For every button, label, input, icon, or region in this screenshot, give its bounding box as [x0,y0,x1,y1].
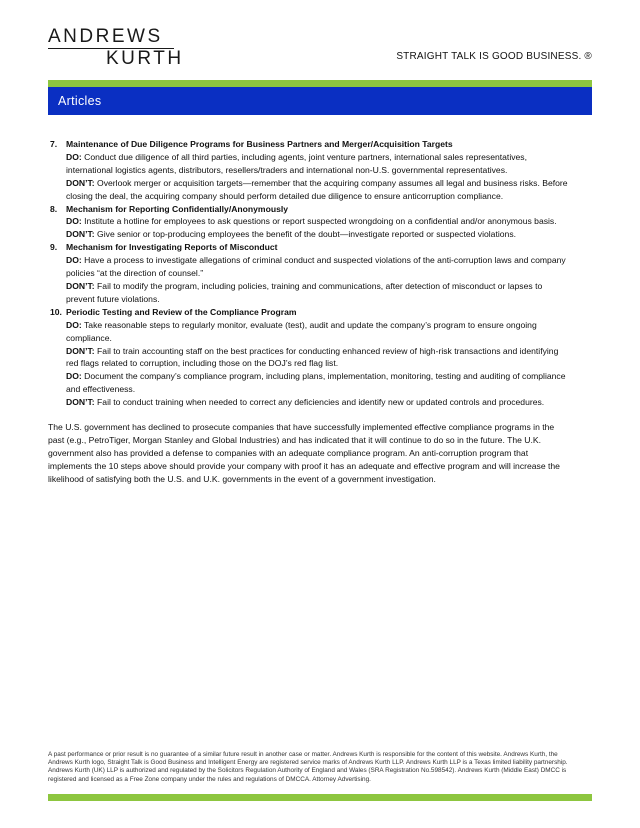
entry-label: DON’T: [66,280,95,291]
entry-text: Conduct due diligence of all third parties, including agents, joint venture partners, international sales representatives, international logistics agents, distributors, resellers/traders and international non-U.S. governmental representatives. [66,151,527,175]
entry-text: Fail to modify the program, including policies, training and communications, after detection of misconduct or lapses to prevent future violations. [66,280,543,304]
item-entry [66,254,568,280]
entry-label: DO: [66,255,82,266]
item-title: Mechanism for Investigating Reports of Misconduct [66,242,278,253]
logo-line-1: ANDREWS [48,26,163,47]
item-entry [66,396,568,409]
top-green-band [48,80,592,87]
list-item [48,203,568,242]
item-title: Maintenance of Due Diligence Programs for Business Partners and Merger/Acquisition Targets [66,139,453,149]
entry-label: DON’T: [66,345,95,356]
tagline: STRAIGHT TALK IS GOOD BUSINESS. ® [396,51,592,62]
entry-label: DO: [66,371,82,382]
entry-text: Institute a hotline for employees to ask questions or report suspected wrongdoing on a confidential and/or anonymous basis. [84,216,557,227]
entry-label: DO: [66,151,82,162]
list-item [48,138,568,203]
andrews-kurth-logo [48,27,188,69]
entry-text: Take reasonable steps to regularly monitor, evaluate (test), audit and update the company’s program to ensure ongoing compliance. [66,319,537,343]
item-title: Mechanism for Reporting Confidentially/Anonymously [66,203,289,214]
item-entry [66,228,568,241]
entry-label: DON’T: [66,229,95,240]
entry-text: Have a process to investigate allegations of criminal conduct and suspected violations of the anti-corruption laws and company policies “at the direction of counsel.” [66,255,566,279]
item-entry [66,370,568,396]
entry-label: DO: [66,216,82,227]
item-entry [66,177,568,203]
item-number: 9. [50,242,58,253]
compliance-steps-list [48,138,568,409]
item-number: 8. [50,203,58,214]
closing-paragraph: The U.S. government has declined to prosecute companies that have successfully implemented effective compliance programs in the past (e.g., PetroTiger, Morgan Stanley and Global Industries) and has indicated that it will continue to do so in the future. The U.K. government also has provided a defense to companies with an adequate compliance program. An anti-corruption program that implements the 10 steps above should provide your company with proof it has an adequate and effective program and will increase the likelihood of satisfying both the U.S. and U.K. governments in the event of a government investigation. [48,422,560,484]
item-number: 10. [50,306,62,317]
section-banner-label: Articles [58,94,102,108]
item-entry [66,345,568,371]
entry-text: Overlook merger or acquisition targets—remember that the acquiring company assumes all legal and business risks. Before closing the deal, the acquiring company should perform detailed due diligence to ensure anticorruption compliance. [66,177,568,201]
item-entry [66,280,568,306]
item-number: 7. [50,139,58,149]
item-title: Periodic Testing and Review of the Compliance Program [66,306,297,317]
entry-text: Fail to conduct training when needed to correct any deficiencies and identify new or updated controls and procedures. [97,397,545,408]
article-body [48,138,568,486]
entry-text: Give senior or top-producing employees the benefit of the doubt—investigate reported or suspected violations. [97,229,517,240]
entry-label: DO: [66,319,82,330]
legal-footer: A past performance or prior result is no guarantee of a similar future result in another case or matter. Andrews Kurth is responsible for the content of this website. Andrews Kurth, the Andrews Kurth logo, Straight Talk is Good Business and Intelligent Energy are registered service marks of Andrews Kurth LLP. Andrews Kurth LLP is a Texas limited liability partnership. Andrews Kurth (UK) LLP is authorized and regulated by the Solicitors Regulation Authority of England and Wales (SRA Registration No.598542). Andrews Kurth (Middle East) DMCC is registered and licensed as a Free Zone company under the rules and regulations of DMCCA. Attorney Advertising. [48,751,568,783]
list-item [48,241,568,306]
item-entry [66,215,568,228]
item-entry [66,151,568,177]
entry-label: DON’T: [66,397,95,408]
entry-label: DON’T: [66,177,95,188]
logo-line-2: KURTH [106,48,184,69]
bottom-green-band [48,794,592,801]
entry-text: Fail to train accounting staff on the best practices for conducting enhanced review of high-risk transactions and identifying red flags related to corruption, including those on the DOJ’s red flag list. [66,345,559,369]
section-banner [48,87,592,115]
list-item [48,306,568,409]
entry-text: Document the company’s compliance program, including plans, implementation, monitoring, testing and auditing of compliance and effectiveness. [66,371,566,395]
item-entry [66,319,568,345]
